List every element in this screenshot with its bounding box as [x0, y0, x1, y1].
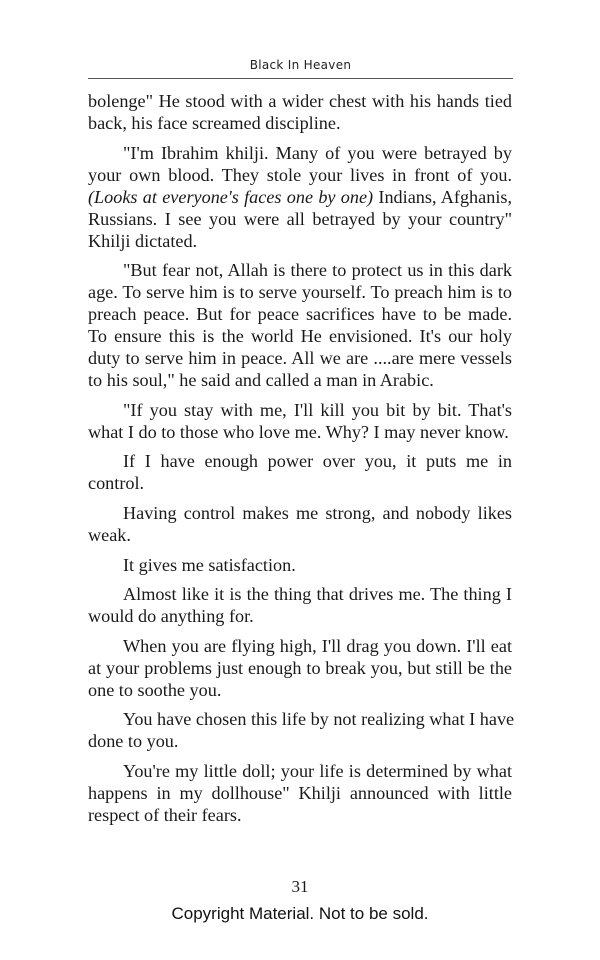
paragraph: [88, 90, 512, 134]
running-header: Black In Heaven: [249, 58, 352, 72]
text-line: "If you stay with me, I'll kill you bit by bit. That's: [123, 399, 512, 420]
italic-stage-direction: (Looks at everyone's faces one by one): [88, 186, 374, 207]
text-line: You have chosen this life by not realizing what I have: [123, 709, 515, 730]
paragraph: [88, 450, 512, 494]
text-line: duty to serve him in peace. All we are ....are mere vessels: [88, 348, 512, 369]
text-line: what I do to those who love me. Why? I may never know.: [88, 421, 509, 442]
paragraph: [88, 399, 512, 443]
text-line: It gives me satisfaction.: [123, 554, 296, 575]
paragraph: [88, 760, 512, 826]
text-line: You're my little doll; your life is determined by what: [123, 760, 512, 781]
text-line: Russians. I see you were all betrayed by your country": [88, 208, 512, 229]
page-body: [88, 90, 515, 834]
text-line: would do anything for.: [88, 606, 254, 627]
page-number: 31: [291, 877, 309, 896]
text-line: done to you.: [88, 731, 179, 752]
text-line: Having control makes me strong, and nobody likes: [123, 502, 512, 523]
text-line: weak.: [88, 524, 131, 545]
text-line: [88, 186, 512, 208]
text-line: bolenge" He stood with a wider chest with his hands tied: [88, 91, 512, 111]
text-line: control.: [88, 473, 145, 494]
text-line: respect of their fears.: [88, 804, 242, 825]
text-line: age. To serve him is to serve yourself. To preach him is to: [88, 282, 512, 303]
text-line: at your problems just enough to break you, but still be the: [88, 657, 512, 678]
text-line: "But fear not, Allah is there to protect us in this dark: [123, 260, 512, 281]
paragraph: [88, 583, 512, 627]
text-line: "I'm Ibrahim khilji. Many of you were betrayed by: [123, 142, 512, 163]
paragraph: [88, 708, 515, 752]
text-line: your own blood. They stole your lives in front of you.: [88, 164, 512, 185]
text-line: If I have enough power over you, it puts me in: [123, 451, 512, 472]
text-segment: Indians, Afghanis,: [373, 186, 512, 207]
paragraph: [88, 142, 512, 252]
copyright-notice: Copyright Material. Not to be sold.: [171, 904, 429, 923]
paragraph: [88, 259, 512, 391]
paragraph: [88, 635, 512, 701]
text-line: one to soothe you.: [88, 679, 222, 700]
text-line: happens in my dollhouse" Khilji announced with little: [88, 782, 512, 803]
header-divider: [88, 78, 513, 79]
text-line: When you are flying high, I'll drag you down. I'll eat: [123, 635, 512, 656]
paragraph: [88, 554, 512, 576]
text-line: To ensure this is the world He envisioned. It's our holy: [88, 326, 512, 347]
text-line: Almost like it is the thing that drives me. The thing I: [123, 584, 512, 605]
text-line: Khilji dictated.: [88, 230, 198, 251]
paragraph: [88, 502, 512, 546]
text-line: back, his face screamed discipline.: [88, 113, 341, 133]
text-line: to his soul," he said and called a man in Arabic.: [88, 370, 434, 391]
text-line: preach peace. But for peace sacrifices have to be made.: [88, 304, 512, 325]
